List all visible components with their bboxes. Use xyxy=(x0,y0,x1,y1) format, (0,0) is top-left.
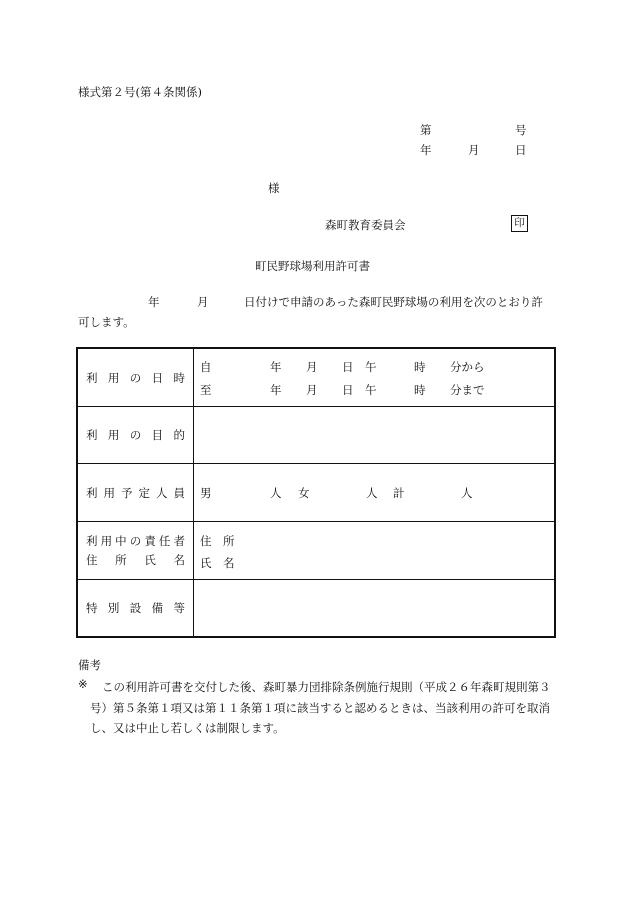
value-usage-purpose[interactable] xyxy=(194,407,556,464)
label-char: 用 xyxy=(100,533,113,548)
label-planned-people xyxy=(77,464,194,522)
label-char: の xyxy=(129,533,142,548)
label-char: 予 xyxy=(121,485,133,500)
to-month: 月 xyxy=(306,383,318,397)
label-char: 氏 xyxy=(144,552,156,567)
label-char: 別 xyxy=(107,600,120,615)
label-char: 名 xyxy=(173,552,185,567)
label-char: 利 xyxy=(86,533,98,548)
to-prefix: 至 xyxy=(200,383,212,397)
datetime-to-line xyxy=(194,382,554,396)
value-planned-people[interactable] xyxy=(194,464,556,522)
from-day: 日 xyxy=(342,360,354,374)
female-unit: 人 xyxy=(366,486,378,500)
document-title: 町民野球場利用許可書 xyxy=(255,259,370,273)
issue-date-day: 日 xyxy=(515,143,527,157)
intro-text-line2: 可します。 xyxy=(78,315,135,329)
label-char: の xyxy=(129,428,142,442)
label-char: 備 xyxy=(151,600,164,615)
remarks-title: 備考 xyxy=(78,658,101,672)
label-char: 時 xyxy=(173,370,185,385)
label-char: 等 xyxy=(173,600,185,615)
label-char: 特 xyxy=(86,600,98,615)
label-char: 設 xyxy=(129,600,142,615)
table-row-people xyxy=(77,464,555,522)
label-usage-datetime xyxy=(77,348,194,407)
label-char: の xyxy=(129,370,142,385)
value-special-facilities[interactable] xyxy=(194,580,556,637)
label-char: 用 xyxy=(107,370,120,385)
label-char: 利 xyxy=(86,370,98,385)
people-count-line xyxy=(194,485,554,499)
label-char: 者 xyxy=(173,533,185,548)
label-char: 定 xyxy=(138,485,150,500)
intro-month: 月 xyxy=(197,295,209,309)
table-row-facilities xyxy=(77,580,555,637)
table-row-purpose xyxy=(77,407,555,464)
from-prefix: 自 xyxy=(200,360,212,374)
value-responsible-person[interactable] xyxy=(194,522,556,580)
label-char: 住 xyxy=(86,552,98,567)
table-row-responsible xyxy=(77,522,555,580)
label-char: 任 xyxy=(158,533,171,548)
table-row-datetime xyxy=(77,348,555,407)
intro-text-line1: 日付けで申請のあった森町民野球場の利用を次のとおり許 xyxy=(244,295,543,309)
from-ampm: 午 xyxy=(365,360,377,374)
to-year: 年 xyxy=(270,383,282,397)
seal-mark: 印 xyxy=(511,215,528,232)
from-hour: 時 xyxy=(414,360,426,374)
label-usage-purpose xyxy=(77,407,194,464)
label-responsible-person xyxy=(77,522,194,580)
label-char: 責 xyxy=(144,533,156,548)
value-usage-datetime[interactable] xyxy=(194,348,556,407)
label-char: 所 xyxy=(115,552,127,567)
label-char: 的 xyxy=(173,428,185,442)
to-ampm: 午 xyxy=(365,383,377,397)
document-number-suffix: 号 xyxy=(515,123,527,137)
remarks-text: この利用許可書を交付した後、森町暴力団排除条例施行規則（平成２６年森町規則第３号）第５条第１項又は第１１条第１項に該当すると認めるときは、当該利用の許可を取消し、又は中止し若しくは制限します。 xyxy=(90,680,551,735)
label-char: 中 xyxy=(115,533,127,548)
label-char: 目 xyxy=(151,428,164,442)
label-char: 員 xyxy=(173,485,185,500)
label-char: 利 xyxy=(86,428,98,442)
to-hour: 時 xyxy=(414,383,426,397)
label-special-facilities xyxy=(77,580,194,637)
from-month: 月 xyxy=(306,360,318,374)
label-char: 利 xyxy=(86,485,98,500)
from-tail: 分から xyxy=(450,360,485,374)
total-label: 計 xyxy=(393,486,405,500)
label-char: 日 xyxy=(151,370,164,385)
label-char: 用 xyxy=(107,428,120,442)
intro-year: 年 xyxy=(148,295,160,309)
label-char: 用 xyxy=(103,485,115,500)
name-label: 氏 名 xyxy=(200,556,235,570)
issue-date-year: 年 xyxy=(420,143,432,157)
to-day: 日 xyxy=(342,383,354,397)
remarks-mark: ※ xyxy=(78,677,88,691)
total-unit: 人 xyxy=(461,486,473,500)
male-unit: 人 xyxy=(270,486,282,500)
address-label: 住 所 xyxy=(200,534,235,548)
female-label: 女 xyxy=(298,486,310,500)
addressee-suffix: 様 xyxy=(268,181,280,195)
male-label: 男 xyxy=(200,486,212,500)
form-number: 様式第２号(第４条関係) xyxy=(78,85,202,99)
document-number-prefix: 第 xyxy=(420,123,432,137)
permit-details-table xyxy=(76,347,556,638)
to-tail: 分まで xyxy=(450,383,485,397)
datetime-from-line xyxy=(194,359,554,373)
issue-date-month: 月 xyxy=(468,143,480,157)
from-year: 年 xyxy=(270,360,282,374)
issuer-name: 森町教育委員会 xyxy=(325,218,406,232)
label-char: 人 xyxy=(156,485,168,500)
